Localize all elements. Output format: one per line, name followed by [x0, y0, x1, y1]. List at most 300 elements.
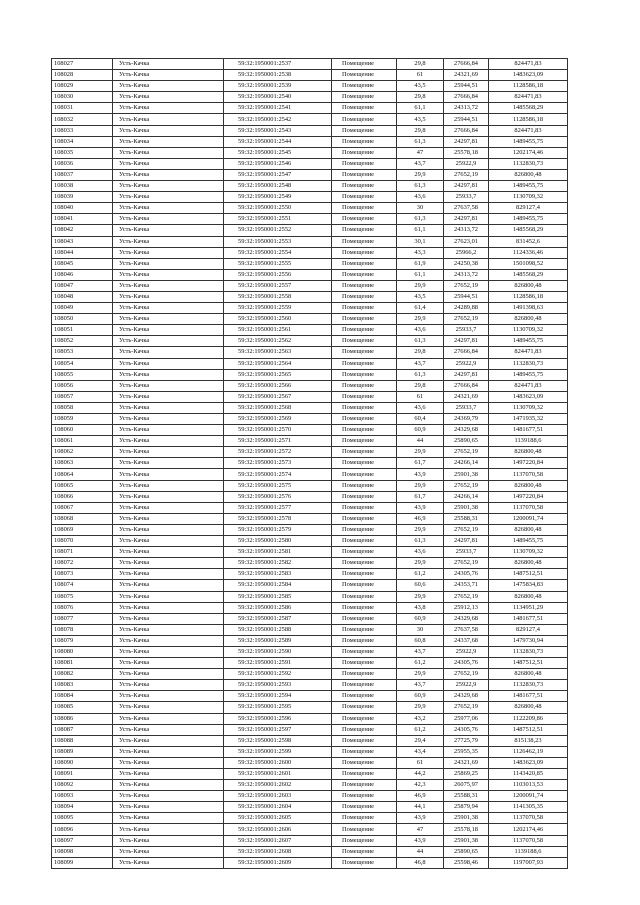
- row-number-cell: 108038: [52, 181, 113, 192]
- cadastral-number-cell: 59:32:1950001:2541: [224, 103, 332, 114]
- table-row: [52, 835, 568, 846]
- object-type-cell: Помещение: [332, 70, 397, 81]
- area-cell: 29,8: [397, 347, 444, 358]
- area-cell: 43,6: [397, 547, 444, 558]
- table-row: [52, 613, 568, 624]
- area-cell: 29,9: [397, 314, 444, 325]
- cadastral-value-cell: 1471935,32: [489, 414, 568, 425]
- object-type-cell: Помещение: [332, 291, 397, 302]
- area-cell: 61,2: [397, 724, 444, 735]
- locality-cell: Усть-Качка: [113, 846, 224, 857]
- cadastral-number-cell: 59:32:1950001:2602: [224, 780, 332, 791]
- cadastral-value-cell: 1483623,09: [489, 70, 568, 81]
- table-row: [52, 247, 568, 258]
- locality-cell: Усть-Качка: [113, 203, 224, 214]
- unit-value-cell: 25922,9: [444, 158, 489, 169]
- unit-value-cell: 25922,9: [444, 680, 489, 691]
- row-number-cell: 108049: [52, 303, 113, 314]
- row-number-cell: 108046: [52, 269, 113, 280]
- cadastral-value-cell: 1489455,75: [489, 336, 568, 347]
- table-row: [52, 491, 568, 502]
- locality-cell: Усть-Качка: [113, 258, 224, 269]
- unit-value-cell: 27652,19: [444, 702, 489, 713]
- row-number-cell: 108030: [52, 92, 113, 103]
- table-row: [52, 358, 568, 369]
- locality-cell: Усть-Качка: [113, 580, 224, 591]
- locality-cell: Усть-Качка: [113, 358, 224, 369]
- cadastral-number-cell: 59:32:1950001:2550: [224, 203, 332, 214]
- cadastral-value-cell: 1122209,86: [489, 713, 568, 724]
- unit-value-cell: 24266,14: [444, 458, 489, 469]
- locality-cell: Усть-Качка: [113, 769, 224, 780]
- object-type-cell: Помещение: [332, 813, 397, 824]
- unit-value-cell: 24329,68: [444, 613, 489, 624]
- locality-cell: Усть-Качка: [113, 491, 224, 502]
- unit-value-cell: 25912,13: [444, 602, 489, 613]
- table-row: [52, 735, 568, 746]
- locality-cell: Усть-Качка: [113, 402, 224, 413]
- row-number-cell: 108065: [52, 480, 113, 491]
- area-cell: 43,8: [397, 602, 444, 613]
- cadastral-number-cell: 59:32:1950001:2544: [224, 136, 332, 147]
- cadastral-value-cell: 1103013,53: [489, 780, 568, 791]
- row-number-cell: 108090: [52, 757, 113, 768]
- unit-value-cell: 25944,51: [444, 291, 489, 302]
- cadastral-value-cell: 1132830,73: [489, 158, 568, 169]
- row-number-cell: 108088: [52, 735, 113, 746]
- locality-cell: Усть-Качка: [113, 857, 224, 868]
- cadastral-number-cell: 59:32:1950001:2600: [224, 757, 332, 768]
- unit-value-cell: 24313,72: [444, 103, 489, 114]
- row-number-cell: 108041: [52, 214, 113, 225]
- table-row: [52, 59, 568, 70]
- area-cell: 43,6: [397, 402, 444, 413]
- unit-value-cell: 27652,19: [444, 558, 489, 569]
- unit-value-cell: 24297,81: [444, 136, 489, 147]
- row-number-cell: 108061: [52, 436, 113, 447]
- locality-cell: Усть-Качка: [113, 103, 224, 114]
- cadastral-number-cell: 59:32:1950001:2584: [224, 580, 332, 591]
- object-type-cell: Помещение: [332, 280, 397, 291]
- area-cell: 61,9: [397, 258, 444, 269]
- object-type-cell: Помещение: [332, 502, 397, 513]
- unit-value-cell: 24369,79: [444, 414, 489, 425]
- row-number-cell: 108031: [52, 103, 113, 114]
- locality-cell: Усть-Качка: [113, 114, 224, 125]
- unit-value-cell: 24250,38: [444, 258, 489, 269]
- cadastral-number-cell: 59:32:1950001:2548: [224, 181, 332, 192]
- row-number-cell: 108080: [52, 646, 113, 657]
- table-row: [52, 314, 568, 325]
- cadastral-number-cell: 59:32:1950001:2567: [224, 391, 332, 402]
- unit-value-cell: 24321,69: [444, 757, 489, 768]
- table-row: [52, 136, 568, 147]
- cadastral-value-cell: 1481677,51: [489, 691, 568, 702]
- locality-cell: Усть-Качка: [113, 746, 224, 757]
- locality-cell: Усть-Качка: [113, 469, 224, 480]
- row-number-cell: 108064: [52, 469, 113, 480]
- locality-cell: Усть-Качка: [113, 658, 224, 669]
- object-type-cell: Помещение: [332, 591, 397, 602]
- locality-cell: Усть-Качка: [113, 524, 224, 535]
- cadastral-number-cell: 59:32:1950001:2538: [224, 70, 332, 81]
- object-type-cell: Помещение: [332, 646, 397, 657]
- row-number-cell: 108091: [52, 769, 113, 780]
- row-number-cell: 108076: [52, 602, 113, 613]
- cadastral-value-cell: 1128586,18: [489, 81, 568, 92]
- row-number-cell: 108066: [52, 491, 113, 502]
- row-number-cell: 108051: [52, 325, 113, 336]
- area-cell: 46,9: [397, 513, 444, 524]
- row-number-cell: 108029: [52, 81, 113, 92]
- area-cell: 61,1: [397, 225, 444, 236]
- cadastral-number-cell: 59:32:1950001:2573: [224, 458, 332, 469]
- locality-cell: Усть-Качка: [113, 558, 224, 569]
- cadastral-number-cell: 59:32:1950001:2563: [224, 347, 332, 358]
- table-row: [52, 169, 568, 180]
- cadastral-number-cell: 59:32:1950001:2556: [224, 269, 332, 280]
- table-row: [52, 181, 568, 192]
- row-number-cell: 108073: [52, 569, 113, 580]
- table-row: [52, 125, 568, 136]
- row-number-cell: 108092: [52, 780, 113, 791]
- unit-value-cell: 27652,19: [444, 669, 489, 680]
- cadastral-value-cell: 824471,83: [489, 59, 568, 70]
- table-row: [52, 813, 568, 824]
- table-row: [52, 103, 568, 114]
- object-type-cell: Помещение: [332, 780, 397, 791]
- object-type-cell: Помещение: [332, 547, 397, 558]
- table-row: [52, 425, 568, 436]
- table-row: [52, 536, 568, 547]
- object-type-cell: Помещение: [332, 580, 397, 591]
- area-cell: 30,1: [397, 236, 444, 247]
- object-type-cell: Помещение: [332, 824, 397, 835]
- table-row: [52, 846, 568, 857]
- object-type-cell: Помещение: [332, 147, 397, 158]
- cadastral-number-cell: 59:32:1950001:2549: [224, 192, 332, 203]
- area-cell: 43,5: [397, 291, 444, 302]
- unit-value-cell: 27652,19: [444, 314, 489, 325]
- cadastral-value-cell: 824471,83: [489, 380, 568, 391]
- row-number-cell: 108059: [52, 414, 113, 425]
- row-number-cell: 108027: [52, 59, 113, 70]
- table-row: [52, 591, 568, 602]
- area-cell: 29,9: [397, 480, 444, 491]
- cadastral-number-cell: 59:32:1950001:2540: [224, 92, 332, 103]
- area-cell: 29,9: [397, 702, 444, 713]
- unit-value-cell: 24321,69: [444, 391, 489, 402]
- row-number-cell: 108083: [52, 680, 113, 691]
- table-row: [52, 791, 568, 802]
- cadastral-value-cell: 826800,48: [489, 524, 568, 535]
- area-cell: 61: [397, 757, 444, 768]
- row-number-cell: 108052: [52, 336, 113, 347]
- locality-cell: Усть-Качка: [113, 59, 224, 70]
- locality-cell: Усть-Качка: [113, 547, 224, 558]
- locality-cell: Усть-Качка: [113, 780, 224, 791]
- table-row: [52, 469, 568, 480]
- area-cell: 60,9: [397, 691, 444, 702]
- locality-cell: Усть-Качка: [113, 169, 224, 180]
- cadastral-value-cell: 826800,48: [489, 447, 568, 458]
- unit-value-cell: 25933,7: [444, 402, 489, 413]
- cadastral-number-cell: 59:32:1950001:2537: [224, 59, 332, 70]
- locality-cell: Усть-Качка: [113, 713, 224, 724]
- table-row: [52, 347, 568, 358]
- object-type-cell: Помещение: [332, 303, 397, 314]
- locality-cell: Усть-Качка: [113, 447, 224, 458]
- cadastral-value-cell: 1481677,51: [489, 425, 568, 436]
- table-row: [52, 480, 568, 491]
- object-type-cell: Помещение: [332, 414, 397, 425]
- area-cell: 61: [397, 70, 444, 81]
- unit-value-cell: 27666,84: [444, 125, 489, 136]
- locality-cell: Усть-Качка: [113, 602, 224, 613]
- locality-cell: Усть-Качка: [113, 92, 224, 103]
- cadastral-value-cell: 824471,83: [489, 125, 568, 136]
- cadastral-number-cell: 59:32:1950001:2545: [224, 147, 332, 158]
- unit-value-cell: 25922,9: [444, 646, 489, 657]
- object-type-cell: Помещение: [332, 181, 397, 192]
- locality-cell: Усть-Качка: [113, 536, 224, 547]
- cadastral-number-cell: 59:32:1950001:2571: [224, 436, 332, 447]
- table-row: [52, 70, 568, 81]
- cadastral-number-cell: 59:32:1950001:2560: [224, 314, 332, 325]
- table-row: [52, 624, 568, 635]
- cadastral-value-cell: 1137070,58: [489, 469, 568, 480]
- cadastral-number-cell: 59:32:1950001:2587: [224, 613, 332, 624]
- object-type-cell: Помещение: [332, 103, 397, 114]
- cadastral-value-cell: 1139188,6: [489, 436, 568, 447]
- cadastral-value-cell: 1141305,35: [489, 802, 568, 813]
- area-cell: 29,8: [397, 125, 444, 136]
- row-number-cell: 108078: [52, 624, 113, 635]
- cadastral-number-cell: 59:32:1950001:2561: [224, 325, 332, 336]
- table-row: [52, 513, 568, 524]
- row-number-cell: 108045: [52, 258, 113, 269]
- locality-cell: Усть-Качка: [113, 513, 224, 524]
- row-number-cell: 108037: [52, 169, 113, 180]
- locality-cell: Усть-Качка: [113, 303, 224, 314]
- cadastral-value-cell: 1475834,83: [489, 580, 568, 591]
- cadastral-value-cell: 1489455,75: [489, 536, 568, 547]
- cadastral-number-cell: 59:32:1950001:2593: [224, 680, 332, 691]
- unit-value-cell: 25879,94: [444, 802, 489, 813]
- area-cell: 61,2: [397, 569, 444, 580]
- object-type-cell: Помещение: [332, 314, 397, 325]
- table-row: [52, 414, 568, 425]
- locality-cell: Усть-Качка: [113, 691, 224, 702]
- area-cell: 29,9: [397, 169, 444, 180]
- unit-value-cell: 24305,76: [444, 724, 489, 735]
- cadastral-number-cell: 59:32:1950001:2555: [224, 258, 332, 269]
- cadastral-value-cell: 1491398,63: [489, 303, 568, 314]
- table-row: [52, 158, 568, 169]
- table-row: [52, 447, 568, 458]
- object-type-cell: Помещение: [332, 513, 397, 524]
- object-type-cell: Помещение: [332, 391, 397, 402]
- object-type-cell: Помещение: [332, 791, 397, 802]
- cadastral-number-cell: 59:32:1950001:2562: [224, 336, 332, 347]
- unit-value-cell: 24313,72: [444, 269, 489, 280]
- area-cell: 60,8: [397, 635, 444, 646]
- cadastral-number-cell: 59:32:1950001:2596: [224, 713, 332, 724]
- cadastral-number-cell: 59:32:1950001:2559: [224, 303, 332, 314]
- cadastral-value-cell: 1132830,73: [489, 680, 568, 691]
- cadastral-number-cell: 59:32:1950001:2551: [224, 214, 332, 225]
- cadastral-value-cell: 1124336,46: [489, 247, 568, 258]
- area-cell: 61,7: [397, 491, 444, 502]
- row-number-cell: 108060: [52, 425, 113, 436]
- unit-value-cell: 25901,38: [444, 835, 489, 846]
- row-number-cell: 108067: [52, 502, 113, 513]
- unit-value-cell: 24297,81: [444, 369, 489, 380]
- object-type-cell: Помещение: [332, 613, 397, 624]
- cadastral-number-cell: 59:32:1950001:2583: [224, 569, 332, 580]
- locality-cell: Усть-Качка: [113, 147, 224, 158]
- area-cell: 30: [397, 203, 444, 214]
- object-type-cell: Помещение: [332, 358, 397, 369]
- locality-cell: Усть-Качка: [113, 414, 224, 425]
- row-number-cell: 108071: [52, 547, 113, 558]
- table-row: [52, 824, 568, 835]
- cadastral-number-cell: 59:32:1950001:2547: [224, 169, 332, 180]
- unit-value-cell: 25588,31: [444, 791, 489, 802]
- row-number-cell: 108053: [52, 347, 113, 358]
- row-number-cell: 108042: [52, 225, 113, 236]
- cadastral-value-cell: 1489455,75: [489, 181, 568, 192]
- cadastral-value-cell: 826800,48: [489, 558, 568, 569]
- row-number-cell: 108035: [52, 147, 113, 158]
- locality-cell: Усть-Качка: [113, 824, 224, 835]
- table-row: [52, 436, 568, 447]
- object-type-cell: Помещение: [332, 380, 397, 391]
- locality-cell: Усть-Качка: [113, 757, 224, 768]
- cadastral-number-cell: 59:32:1950001:2607: [224, 835, 332, 846]
- unit-value-cell: 25933,7: [444, 325, 489, 336]
- row-number-cell: 108096: [52, 824, 113, 835]
- area-cell: 43,7: [397, 646, 444, 657]
- table-row: [52, 280, 568, 291]
- cadastral-value-cell: 815138,23: [489, 735, 568, 746]
- locality-cell: Усть-Качка: [113, 702, 224, 713]
- area-cell: 61,3: [397, 369, 444, 380]
- cadastral-number-cell: 59:32:1950001:2572: [224, 447, 332, 458]
- cadastral-number-cell: 59:32:1950001:2589: [224, 635, 332, 646]
- locality-cell: Усть-Качка: [113, 181, 224, 192]
- object-type-cell: Помещение: [332, 203, 397, 214]
- row-number-cell: 108057: [52, 391, 113, 402]
- object-type-cell: Помещение: [332, 325, 397, 336]
- object-type-cell: Помещение: [332, 536, 397, 547]
- object-type-cell: Помещение: [332, 735, 397, 746]
- table-row: [52, 391, 568, 402]
- object-type-cell: Помещение: [332, 691, 397, 702]
- cadastral-number-cell: 59:32:1950001:2542: [224, 114, 332, 125]
- row-number-cell: 108032: [52, 114, 113, 125]
- table-row: [52, 369, 568, 380]
- cadastral-number-cell: 59:32:1950001:2595: [224, 702, 332, 713]
- area-cell: 43,2: [397, 713, 444, 724]
- table-row: [52, 225, 568, 236]
- cadastral-number-cell: 59:32:1950001:2605: [224, 813, 332, 824]
- locality-cell: Усть-Качка: [113, 680, 224, 691]
- cadastral-value-cell: 1130709,32: [489, 325, 568, 336]
- unit-value-cell: 27652,19: [444, 480, 489, 491]
- cadastral-number-cell: 59:32:1950001:2553: [224, 236, 332, 247]
- table-row: [52, 602, 568, 613]
- area-cell: 29,9: [397, 447, 444, 458]
- table-row: [52, 147, 568, 158]
- locality-cell: Усть-Качка: [113, 81, 224, 92]
- object-type-cell: Помещение: [332, 846, 397, 857]
- row-number-cell: 108068: [52, 513, 113, 524]
- cadastral-number-cell: 59:32:1950001:2558: [224, 291, 332, 302]
- cadastral-value-cell: 1132830,73: [489, 646, 568, 657]
- cadastral-number-cell: 59:32:1950001:2574: [224, 469, 332, 480]
- row-number-cell: 108040: [52, 203, 113, 214]
- cadastral-value-cell: 1202174,46: [489, 147, 568, 158]
- locality-cell: Усть-Качка: [113, 569, 224, 580]
- cadastral-value-cell: 1487512,51: [489, 569, 568, 580]
- cadastral-value-cell: 1489455,75: [489, 136, 568, 147]
- unit-value-cell: 26075,97: [444, 780, 489, 791]
- cadastral-value-cell: 1487512,51: [489, 658, 568, 669]
- unit-value-cell: 25944,51: [444, 81, 489, 92]
- row-number-cell: 108050: [52, 314, 113, 325]
- table-row: [52, 691, 568, 702]
- cadastral-value-cell: 1497220,84: [489, 491, 568, 502]
- area-cell: 29,9: [397, 558, 444, 569]
- locality-cell: Усть-Качка: [113, 391, 224, 402]
- area-cell: 43,6: [397, 325, 444, 336]
- area-cell: 61,3: [397, 536, 444, 547]
- object-type-cell: Помещение: [332, 624, 397, 635]
- cadastral-number-cell: 59:32:1950001:2568: [224, 402, 332, 413]
- cadastral-number-cell: 59:32:1950001:2554: [224, 247, 332, 258]
- table-row: [52, 502, 568, 513]
- unit-value-cell: 25890,65: [444, 436, 489, 447]
- unit-value-cell: 25955,35: [444, 746, 489, 757]
- cadastral-value-cell: 824471,83: [489, 92, 568, 103]
- cadastral-value-cell: 1489455,75: [489, 214, 568, 225]
- object-type-cell: Помещение: [332, 491, 397, 502]
- table-row: [52, 336, 568, 347]
- row-number-cell: 108084: [52, 691, 113, 702]
- object-type-cell: Помещение: [332, 713, 397, 724]
- cadastral-number-cell: 59:32:1950001:2588: [224, 624, 332, 635]
- row-number-cell: 108077: [52, 613, 113, 624]
- locality-cell: Усть-Качка: [113, 669, 224, 680]
- locality-cell: Усть-Качка: [113, 369, 224, 380]
- table-row: [52, 680, 568, 691]
- cadastral-value-cell: 826800,48: [489, 169, 568, 180]
- row-number-cell: 108054: [52, 358, 113, 369]
- object-type-cell: Помещение: [332, 169, 397, 180]
- object-type-cell: Помещение: [332, 236, 397, 247]
- row-number-cell: 108062: [52, 447, 113, 458]
- cadastral-value-cell: 1200091,74: [489, 791, 568, 802]
- row-number-cell: 108043: [52, 236, 113, 247]
- locality-cell: Усть-Качка: [113, 646, 224, 657]
- cadastral-value-cell: 829127,4: [489, 624, 568, 635]
- object-type-cell: Помещение: [332, 92, 397, 103]
- area-cell: 46,9: [397, 791, 444, 802]
- locality-cell: Усть-Качка: [113, 724, 224, 735]
- cadastral-number-cell: 59:32:1950001:2539: [224, 81, 332, 92]
- cadastral-number-cell: 59:32:1950001:2599: [224, 746, 332, 757]
